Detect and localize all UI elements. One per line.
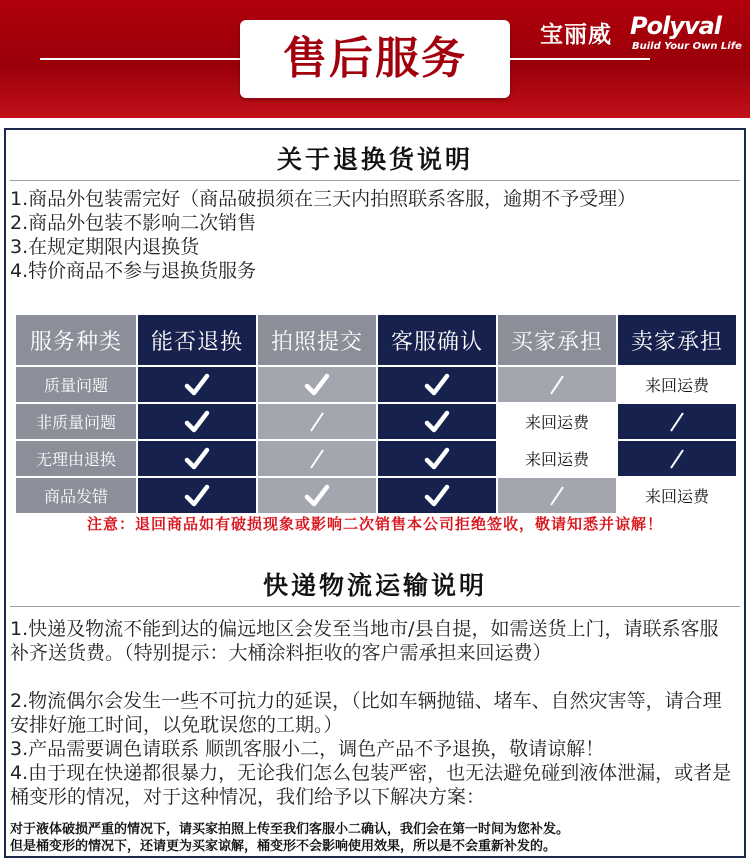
table-header-cell: 买家承担 — [496, 315, 616, 365]
returns-item: 4.特价商品不参与退换货服务 — [10, 260, 257, 282]
returns-heading: 关于退换货说明 — [276, 145, 473, 174]
solution-line: 但是桶变形的情况下，还请更为买家谅解，桶变形不会影响使用效果，所以是不会重新补发的。 — [10, 839, 557, 854]
slash-icon — [256, 404, 376, 439]
table-row-type: 非质量问题 — [16, 404, 136, 439]
returns-divider — [10, 180, 740, 181]
slash-icon — [616, 441, 736, 476]
check-icon — [136, 367, 256, 402]
shipping-item: 2.物流偶尔会发生一些不可抗力的延误，（比如车辆抛锚、堵车、自然灾害等，请合理安排好施工时间，以免耽误您的工期。） — [10, 690, 722, 736]
table-row — [16, 478, 736, 513]
table-header-cell: 客服确认 — [376, 315, 496, 365]
brand-name-en: Polyval — [630, 12, 722, 40]
table-cell-text: 来回运费 — [496, 441, 616, 476]
check-icon — [376, 478, 496, 513]
check-icon — [136, 441, 256, 476]
table-header-cell: 卖家承担 — [616, 315, 736, 365]
slash-icon — [616, 404, 736, 439]
table-cell-text: 来回运费 — [616, 478, 736, 513]
table-header-cell: 服务种类 — [16, 315, 136, 365]
table-cell-text: 来回运费 — [496, 404, 616, 439]
table-row — [16, 367, 736, 402]
table-header-cell: 能否退换 — [136, 315, 256, 365]
solution-line: 对于液体破损严重的情况下，请买家拍照上传至我们客服小二确认，我们会在第一时间为您补发。 — [10, 822, 570, 837]
slash-icon — [496, 367, 616, 402]
check-icon — [376, 441, 496, 476]
returns-item: 1.商品外包装需完好（商品破损须在三天内拍照联系客服，逾期不予受理） — [10, 188, 637, 210]
shipping-divider — [10, 606, 740, 607]
check-icon — [136, 478, 256, 513]
shipping-heading: 快递物流运输说明 — [262, 571, 487, 600]
check-icon — [376, 367, 496, 402]
header-banner — [0, 0, 750, 118]
table-row-type: 无理由退换 — [16, 441, 136, 476]
shipping-item: 3.产品需要调色请联系 顺凯客服小二，调色产品不予退换，敬请谅解！ — [10, 738, 605, 760]
slash-icon — [496, 478, 616, 513]
returns-item: 3.在规定期限内退换货 — [10, 236, 200, 258]
check-icon — [136, 404, 256, 439]
check-icon — [376, 404, 496, 439]
table-row-type: 商品发错 — [16, 478, 136, 513]
banner-divider-left — [40, 58, 240, 60]
table-cell-text: 来回运费 — [616, 367, 736, 402]
shipping-item: 4.由于现在快递都很暴力，无论我们怎么包装严密，也无法避免碰到液体泄漏，或者是桶变形的情况，对于这种情况，我们给予以下解决方案： — [10, 762, 732, 808]
brand-slogan: Build Your Own Life — [632, 41, 742, 52]
check-icon — [256, 478, 376, 513]
table-header-cell: 拍照提交 — [256, 315, 376, 365]
slash-icon — [256, 441, 376, 476]
shipping-item: 1.快递及物流不能到达的偏远地区会发至当地市/县自提，如需送货上门，请联系客服补齐送货费。（特别提示：大桶涂料拒收的客户需承担来回运费） — [10, 618, 719, 664]
check-icon — [256, 367, 376, 402]
table-row — [16, 404, 736, 439]
returns-item: 2.商品外包装不影响二次销售 — [10, 212, 257, 234]
table-row-type: 质量问题 — [16, 367, 136, 402]
table-header-row — [16, 315, 736, 365]
page-title: 售后服务 — [240, 20, 510, 98]
brand-logo — [540, 14, 745, 60]
table-row — [16, 441, 736, 476]
brand-name-cn: 宝丽威 — [540, 22, 612, 48]
return-notice: 注意：退回商品如有破损现象或影响二次销售本公司拒绝签收，敬请知悉并谅解！ — [86, 515, 663, 533]
